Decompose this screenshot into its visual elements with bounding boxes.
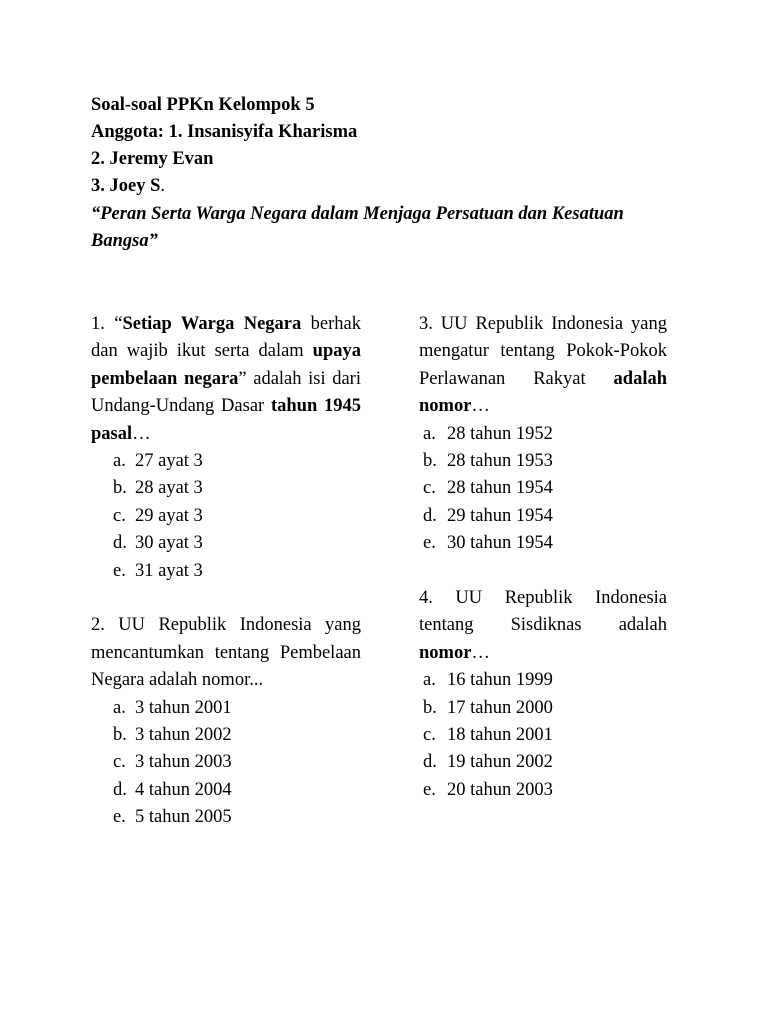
- option-letter: d.: [423, 505, 437, 526]
- option-letter: e.: [423, 533, 436, 554]
- question-4: [419, 585, 667, 804]
- option-text: 19 tahun 2002: [447, 752, 553, 773]
- option-item: [419, 503, 667, 530]
- question-4-options: [419, 667, 667, 804]
- question-3-options: [419, 421, 667, 558]
- spacer: [419, 558, 667, 585]
- option-text: 27 ayat 3: [135, 451, 203, 472]
- option-letter: d.: [423, 752, 437, 773]
- option-item: [419, 667, 667, 694]
- q4-part-1: 4. UU Republik Indonesia tentang Sisdiknas adalah: [419, 588, 667, 636]
- spacer: [91, 585, 361, 612]
- right-column: [419, 311, 667, 804]
- document-header: [91, 92, 691, 255]
- option-text: 31 ayat 3: [135, 560, 203, 581]
- option-text: 18 tahun 2001: [447, 725, 553, 746]
- question-1-options: [91, 448, 361, 585]
- question-2-options: [91, 695, 361, 832]
- q1-part-3: ” adalah isi dari Undang-Undang Dasar: [91, 368, 361, 417]
- option-item: [91, 530, 361, 557]
- option-item: [419, 448, 667, 475]
- option-item: [419, 530, 667, 557]
- option-letter: a.: [423, 423, 436, 444]
- option-text: 30 ayat 3: [135, 533, 203, 554]
- option-item: [91, 503, 361, 530]
- option-text: 17 tahun 2000: [447, 697, 553, 718]
- q4-part-2: …: [471, 642, 490, 663]
- question-3: [419, 311, 667, 558]
- option-letter: a.: [113, 451, 126, 472]
- option-item: [91, 475, 361, 502]
- question-1-text: [91, 311, 361, 448]
- option-text: 3 tahun 2003: [135, 752, 232, 773]
- q3-bold-1: adalah nomor: [419, 368, 667, 417]
- option-item: [91, 448, 361, 475]
- option-text: 28 tahun 1953: [447, 451, 553, 472]
- option-text: 30 tahun 1954: [447, 533, 553, 554]
- question-3-text: [419, 311, 667, 421]
- q1-part-4: …: [132, 423, 151, 444]
- member-name-3: 3. Joey S: [91, 176, 161, 196]
- member-line-3: [91, 173, 691, 200]
- option-text: 28 tahun 1952: [447, 423, 553, 444]
- q1-bold-1: Setiap Warga Negara: [122, 314, 302, 334]
- option-item: [419, 777, 667, 804]
- member-name-3-period: .: [160, 176, 165, 196]
- question-2: [91, 612, 361, 831]
- q3-part-2: …: [471, 396, 490, 417]
- option-letter: d.: [113, 533, 127, 554]
- option-text: 28 ayat 3: [135, 478, 203, 499]
- option-item: [91, 558, 361, 585]
- option-item: [419, 475, 667, 502]
- question-2-text: 2. UU Republik Indonesia yang mencantumkan tentang Pembelaan Negara adalah nomor...: [91, 615, 361, 691]
- option-letter: c.: [113, 752, 126, 773]
- option-item: [419, 749, 667, 776]
- member-line-1: Anggota: 1. Insanisyifa Kharisma: [91, 122, 358, 142]
- option-letter: b.: [113, 725, 127, 746]
- q4-bold-1: nomor: [419, 642, 472, 663]
- option-text: 28 tahun 1954: [447, 478, 553, 499]
- option-text: 3 tahun 2002: [135, 725, 232, 746]
- option-letter: e.: [423, 779, 436, 800]
- question-4-text: [419, 585, 667, 667]
- option-text: 29 ayat 3: [135, 505, 203, 526]
- option-text: 20 tahun 2003: [447, 779, 553, 800]
- option-item: [91, 777, 361, 804]
- q1-part-2: berhak dan wajib ikut serta dalam: [91, 314, 361, 362]
- option-text: 3 tahun 2001: [135, 697, 232, 718]
- option-text: 5 tahun 2005: [135, 807, 232, 828]
- option-letter: b.: [423, 697, 437, 718]
- option-item: [419, 421, 667, 448]
- option-letter: c.: [423, 725, 436, 746]
- option-item: [91, 804, 361, 831]
- option-letter: c.: [113, 505, 126, 526]
- option-letter: e.: [113, 560, 126, 581]
- option-letter: a.: [423, 670, 436, 691]
- document-heading: Soal-soal PPKn Kelompok 5: [91, 95, 315, 115]
- option-letter: b.: [113, 478, 127, 499]
- option-text: 29 tahun 1954: [447, 505, 553, 526]
- left-column: [91, 311, 361, 832]
- option-letter: d.: [113, 779, 127, 800]
- member-line-2: 2. Jeremy Evan: [91, 149, 214, 169]
- option-letter: b.: [423, 451, 437, 472]
- option-item: [91, 749, 361, 776]
- option-item: [419, 695, 667, 722]
- option-item: [91, 722, 361, 749]
- document-title: “Peran Serta Warga Negara dalam Menjaga Persatuan dan Kesatuan Bangsa”: [91, 204, 624, 251]
- option-text: 4 tahun 2004: [135, 779, 232, 800]
- option-text: 16 tahun 1999: [447, 670, 553, 691]
- option-item: [91, 695, 361, 722]
- option-letter: e.: [113, 807, 126, 828]
- question-1: [91, 311, 361, 585]
- q3-part-1: 3. UU Republik Indonesia yang mengatur tentang Pokok-Pokok Perlawanan Rakyat: [419, 314, 667, 389]
- q1-bold-3: tahun 1945 pasal: [91, 396, 362, 444]
- option-item: [419, 722, 667, 749]
- q1-bold-2: upaya pembelaan negara: [91, 341, 361, 389]
- q1-part-1: 1. “: [91, 314, 123, 334]
- option-letter: c.: [423, 478, 436, 499]
- option-letter: a.: [113, 697, 126, 718]
